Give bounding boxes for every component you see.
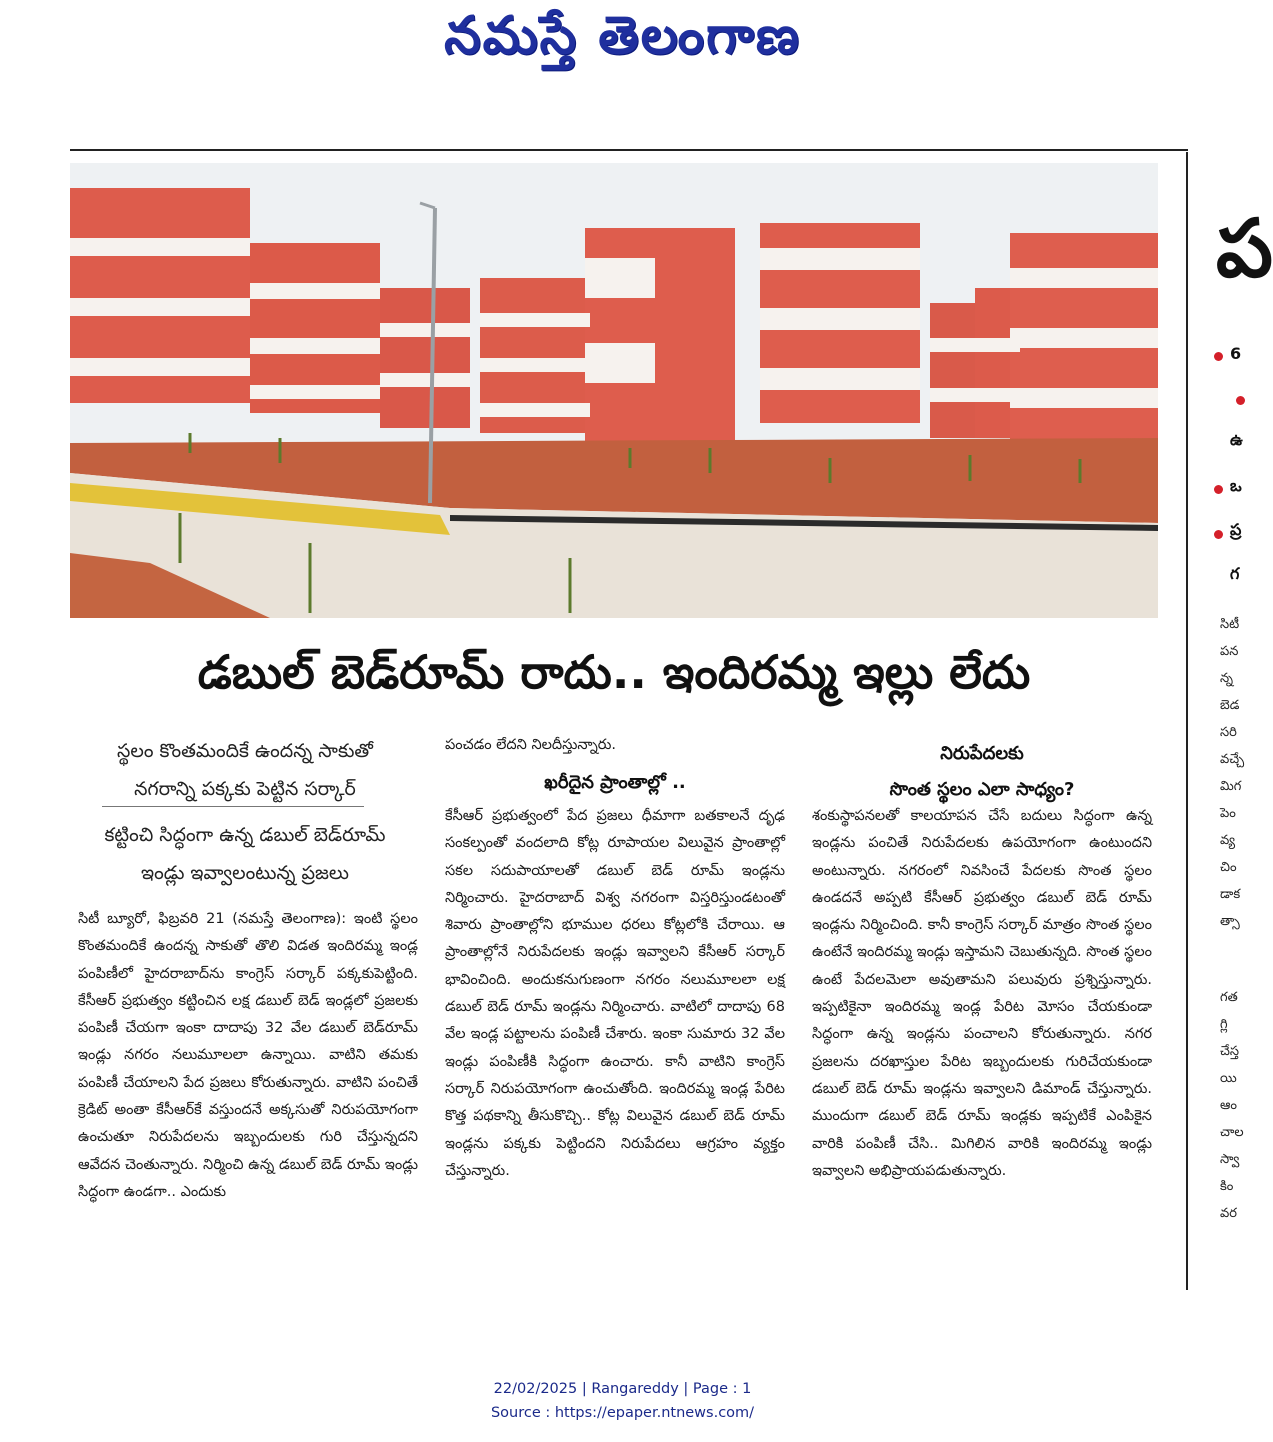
adjacent-text-line: గ్లి (1220, 1017, 1228, 1032)
adjacent-text-line: న్న (1220, 671, 1233, 686)
adjacent-headline-fragment: ప (1216, 202, 1273, 295)
adjacent-fragment-frag: ఉ (1230, 430, 1243, 449)
adjacent-text-line: పన (1220, 644, 1239, 659)
adjacent-text-line: త్సా (1220, 914, 1240, 929)
column-3-subhead-line-1: నిరుపేదలకు (940, 743, 1024, 764)
adjacent-fragment-1: 6 (1230, 344, 1242, 363)
column-2-subhead: ఖరీదైన ప్రాంతాల్లో .. (544, 772, 686, 793)
deck-block-2 (70, 816, 420, 892)
adjacent-text-line: చాల (1220, 1125, 1244, 1140)
adjacent-text-line: సరి (1220, 725, 1237, 740)
column-2-text: కేసీఆర్ ప్రభుత్వంలో పేద ప్రజలు ధీమాగా బతకాలనే దృఢ సంకల్పంతో వందలాది కోట్ల రూపాయల విలువైన ప్రాంతాల్లో సకల సదుపాయాలతో డబుల్ బెడ్ రూమ్ ఇండ్లను నిర్మించారు. హైదరాబాద్ విశ్వ నగరంగా విస్తరిస్తుండటంతో శివారు ప్రాంతాల్లోని భూముల ధరలు కోట్లలోకి చేరాయి. ఆ ప్రాంతాల్లోనే నిరుపేదలకు ఇండ్లు ఇవ్వాలని కేసీఆర్ సర్కార్ భావించింది. అందుకనుగుణంగా నగరం నలుమూలలా లక్ష డబుల్ బెడ్ రూమ్ ఇండ్లను నిర్మించారు. వాటిలో దాదాపు 68 వేల ఇండ్ల పట్టాలను పంపిణీ చేశారు. ఇంకా సుమారు 32 వేల ఇండ్లు పంపిణీకి సిద్ధంగా ఉంచారు. కానీ వాటిని కాంగ్రెస్ సర్కార్ నిరుపయోగంగా ఉంచుతోంది. ఇందిరమ్మ ఇండ్ల పేరిట కొత్త పథకాన్ని తీసుకొచ్చి.. కోట్ల విలువైన డబుల్ బెడ్ రూమ్ ఇండ్లను పక్కకు పెట్టిందని నిరుపేదలు ఆగ్రహం వ్యక్తం చేస్తున్నారు. (445, 808, 785, 1179)
adjacent-text-line: వర (1220, 1206, 1237, 1221)
column-3-subhead (812, 736, 1152, 808)
bullet-icon (1214, 530, 1223, 539)
deck-divider (102, 806, 364, 807)
deck-block-1 (70, 732, 420, 808)
column-3-subhead-line-2: సొంత స్థలం ఎలా సాధ్యం? (889, 779, 1075, 800)
adjacent-text-line: మిగ (1220, 779, 1242, 794)
article-column-2-body (445, 803, 785, 1185)
column-1-text: సిటీ బ్యూరో, ఫిబ్రవరి 21 (నమస్తే తెలంగాణ): ఇంటి స్థలం కొంతమందికే ఉందన్న సాకుతో తొలి విడత ఇందిరమ్మ ఇండ్ల పంపిణీలో హైదరాబాద్‌ను కాంగ్రెస్ సర్కార్ పక్కకుపెట్టింది. కేసీఆర్ ప్రభుత్వం కట్టించిన లక్ష డబుల్ బెడ్ ఇండ్లలో ప్రజలకు పంపిణీ చేయగా ఇంకా దాదాపు 32 వేల డబుల్ బెడ్‌రూమ్ ఇండ్లు నగరం నలుమూలలా ఉన్నాయి. వాటిని తమకు పంపిణీ చేయాలని పేద ప్రజలు కోరుతున్నారు. వాటిని పంచితే క్రెడిట్ అంతా కేసీఆర్‌కే వస్తుందనే అక్కసుతో నిరుపయోగంగా ఉంచుతూ నిరుపేదలను ఇబ్బందులకు గురి చేస్తున్నదని ఆవేదన చెంతున్నారు. నిర్మించి ఉన్న డబుల్ బెడ్ రూమ్ ఇండ్లు సిద్ధంగా ఉండగా.. ఎందుకు (78, 911, 418, 1200)
deck-line-1: స్థలం కొంతమందికే ఉందన్న సాకుతో (117, 740, 373, 762)
footer-edition-line: 22/02/2025 | Rangareddy | Page : 1 (493, 1381, 752, 1397)
adjacent-text-line: వ్య (1220, 833, 1236, 848)
adjacent-text-line: వచ్చే (1220, 752, 1245, 767)
bullet-icon (1214, 485, 1223, 494)
column-divider (1186, 152, 1188, 1290)
deck-line-3: కట్టించి సిద్ధంగా ఉన్న డబుల్ బెడ్‌రూమ్ (104, 824, 386, 846)
adjacent-fragment-2: ఒ (1230, 476, 1242, 495)
adjacent-text-line: యి (1220, 1071, 1237, 1086)
bullet-icon (1236, 396, 1245, 405)
adjacent-text-line: స్వా (1220, 1152, 1240, 1167)
adjacent-text-line: డాక (1220, 887, 1241, 902)
column-2-lead: పంచడం లేదని నిలదీస్తున్నారు. (445, 737, 616, 753)
deck-line-2: నగరాన్ని పక్కకు పెట్టిన సర్కార్ (134, 778, 356, 800)
ticker-line (80, 96, 1240, 108)
article-column-1 (78, 906, 418, 1206)
adjacent-text-line: బెడ (1220, 698, 1240, 713)
adjacent-story-strip (1200, 152, 1273, 1292)
adjacent-fragment-4: గ (1230, 564, 1240, 583)
main-headline: డబుల్ బెడ్‌రూమ్ రాదు.. ఇందిరమ్మ ఇల్లు లేదు (197, 645, 1031, 699)
adjacent-text-line: సిటీ (1220, 617, 1240, 632)
column-3-text: శంకుస్థాపనలతో కాలయాపన చేసే బదులు సిద్ధంగా ఉన్న ఇండ్లను పంచితే నిరుపేదలకు ఉపయోగంగా ఉంటుందని అంటున్నారు. నగరంలో నివసించే పేదలకు సొంత స్థలం ఉండదనే అప్పటి కేసీఆర్ ప్రభుత్వం డబుల్ బెడ్ రూమ్ ఇండ్లను నిర్మించింది. కానీ కాంగ్రెస్ సర్కార్ మాత్రం సొంత స్థలం ఉంటేనే ఇందిరమ్మ ఇండ్లు ఇస్తామని చెబుతున్నది. సొంత స్థలం ఉంటే పేదలమెలా అవుతామని పలువురు ప్రశ్నిస్తున్నారు. ఇప్పటికైనా ఇందిరమ్మ ఇండ్ల పేరిట మోసం చేయకుండా సిద్ధంగా ఉన్న ఇండ్లను పంచాలని కోరుతున్నారు. నగర ప్రజలను దరఖాస్తుల పేరిట ఇబ్బందులకు గురిచేయకుండా డబుల్ బెడ్ రూమ్ ఇండ్లను ఇవ్వాలని డిమాండ్ చేస్తున్నారు. ముందుగా డబుల్ బెడ్ రూమ్ ఇండ్లకు ఇప్పటికే ఎంపికైన వారికి పంపిణీ చేసి.. మిగిలిన వారికి ఇందిరమ్మ ఇండ్లు ఇవ్వాలని అభిప్రాయపడుతున్నారు. (812, 808, 1152, 1179)
adjacent-text-line: గత (1220, 990, 1238, 1005)
adjacent-text-line: చేస్త (1220, 1044, 1240, 1059)
masthead (0, 0, 1245, 80)
newspaper-title: నమస్తే తెలంగాణ (444, 6, 801, 66)
housing-colony-photo (70, 163, 1158, 618)
adjacent-text-line: ఆం (1220, 1098, 1237, 1113)
bullet-icon (1214, 352, 1223, 361)
article-column-3 (812, 803, 1152, 1185)
photo-illustration (70, 163, 1158, 618)
top-rule (70, 149, 1188, 151)
footer-source-line: Source : https://epaper.ntnews.com/ (490, 1405, 755, 1421)
deck-line-4: ఇండ్లు ఇవ్వాలంటున్న ప్రజలు (141, 862, 349, 884)
adjacent-text-line: కిం (1220, 1179, 1234, 1194)
article-column-2 (445, 732, 785, 759)
adjacent-fragment-3: ప్ర (1230, 520, 1242, 539)
adjacent-text-line: పెం (1220, 806, 1236, 821)
adjacent-text-line: చిం (1220, 860, 1237, 875)
